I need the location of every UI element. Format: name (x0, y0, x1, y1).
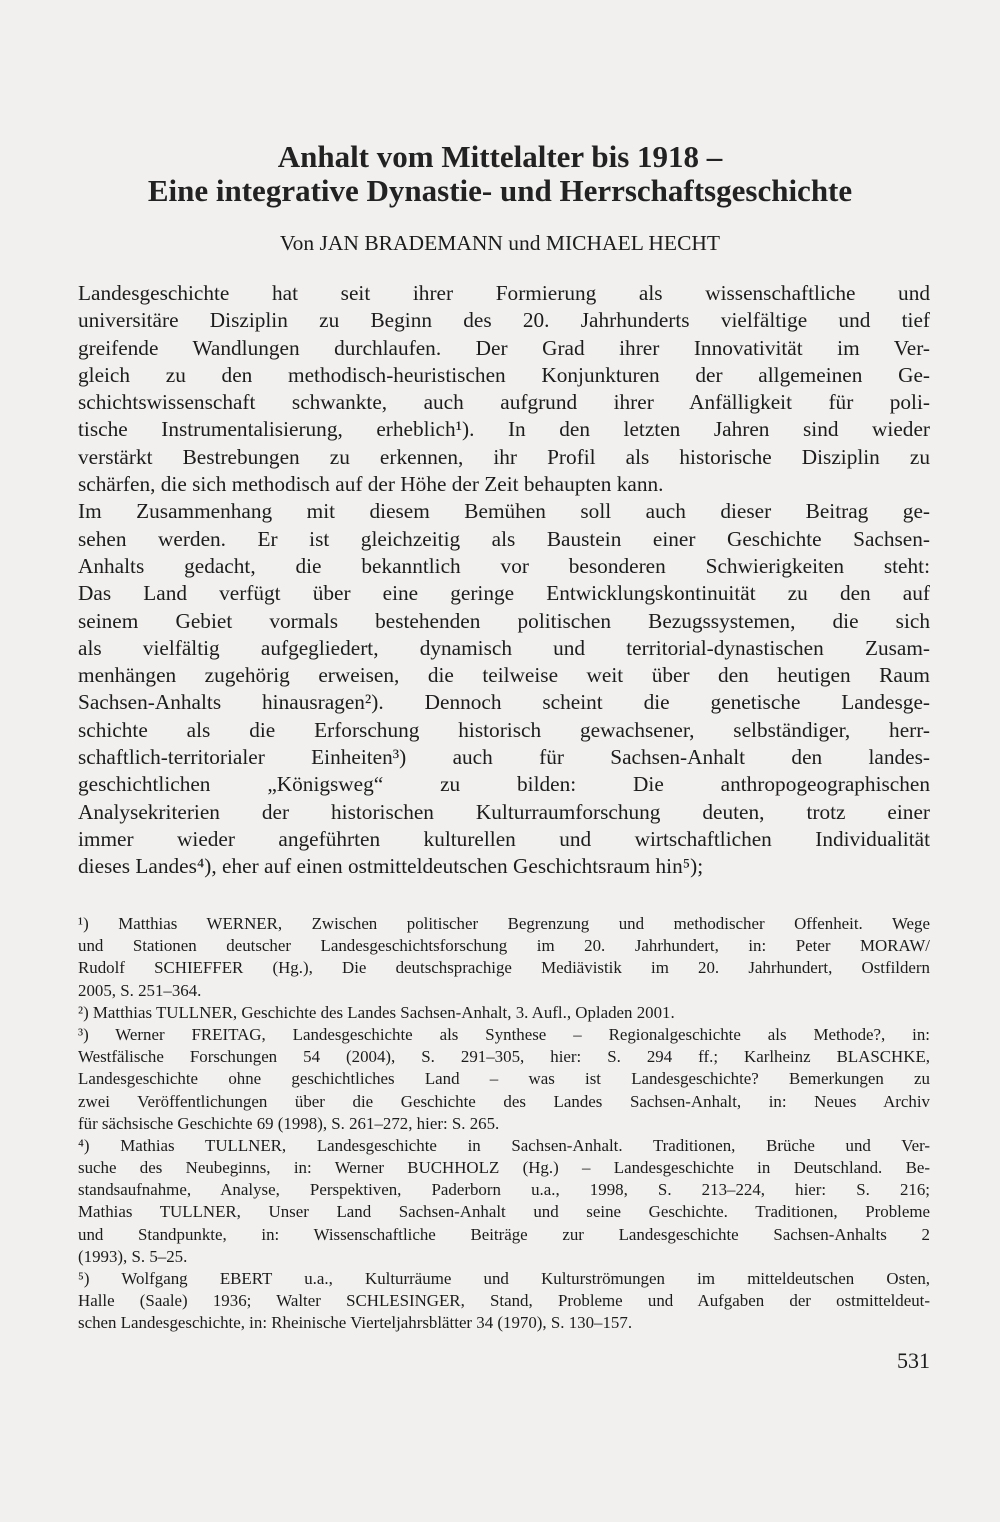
footnote-line: 2005, S. 251–364. (78, 980, 202, 1000)
body-line: immer wieder angeführten kulturellen und wirtschaftlichen Individualität (78, 826, 930, 851)
footnote-line: ²) Matthias TULLNER, Geschichte des Landes Sachsen-Anhalt, 3. Aufl., Opladen 2001. (78, 1002, 675, 1022)
footnote-line: und Standpunkte, in: Wissenschaftliche Beiträge zur Landesgeschichte Sachsen-Anhalts 2 (78, 1224, 930, 1244)
body-line: geschichtlichen „Königsweg“ zu bilden: Die anthropogeographischen (78, 772, 930, 797)
body-line: schärfen, die sich methodisch auf der Höhe der Zeit behaupten kann. (78, 472, 664, 497)
footnote-line: suche des Neubeginns, in: Werner BUCHHOLZ (Hg.) – Landesgeschichte in Deutschland. Be- (78, 1158, 930, 1178)
footnote-line: Landesgeschichte ohne geschichtliches Land – was ist Landesgeschichte? Bemerkungen zu (78, 1069, 930, 1089)
footnote (78, 1135, 930, 1268)
body-line: dieses Landes⁴), eher auf einen ostmitteldeutschen Geschichtsraum hin⁵); (78, 854, 704, 879)
footnote-line: für sächsische Geschichte 69 (1998), S. 261–272, hier: S. 265. (78, 1113, 500, 1133)
footnote (78, 1002, 930, 1024)
footnotes (78, 913, 930, 1335)
body-line: Landesgeschichte hat seit ihrer Formierung als wissenschaftliche und (78, 281, 930, 305)
footnote-line: zwei Veröffentlichungen über die Geschichte des Landes Sachsen-Anhalt, in: Neues Archiv (78, 1091, 930, 1111)
body-line: tische Instrumentalisierung, erheblich¹). In den letzten Jahren sind wieder (78, 417, 930, 442)
body-line: als vielfältig aufgegliedert, dynamisch und territorial-dynastischen Zusam- (78, 635, 930, 660)
footnote-line: Halle (Saale) 1936; Walter SCHLESINGER, Stand, Probleme und Aufgaben der ostmitteldeut- (78, 1291, 930, 1311)
body-line: gleich zu den methodisch-heuristischen Konjunkturen der allgemeinen Ge- (78, 362, 930, 387)
body-line: menhängen zugehörig erweisen, die teilweise weit über den heutigen Raum (78, 663, 930, 688)
body-line: universitäre Disziplin zu Beginn des 20. Jahrhunderts vielfältige und tief (78, 308, 930, 333)
footnote-line: (1993), S. 5–25. (78, 1246, 188, 1266)
author-byline: Von JAN BRADEMANN und MICHAEL HECHT (279, 231, 721, 255)
body-line: Sachsen-Anhalts hinausragen²). Dennoch scheint die genetische Landesge- (78, 690, 930, 715)
body-text (78, 280, 930, 881)
footnote-line: Rudolf SCHIEFFER (Hg.), Die deutschsprachige Mediävistik im 20. Jahrhundert, Ostfildern (78, 958, 930, 978)
footnote-line: Mathias TULLNER, Unser Land Sachsen-Anhalt und seine Geschichte. Traditionen, Probleme (78, 1202, 930, 1222)
body-line: Im Zusammenhang mit diesem Bemühen soll auch dieser Beitrag ge- (78, 499, 930, 524)
body-line: verstärkt Bestrebungen zu erkennen, ihr Profil als historische Disziplin zu (78, 444, 930, 469)
body-line: schaftlich-territorialer Einheiten³) auch für Sachsen-Anhalt den landes- (78, 745, 930, 770)
footnote-line: standsaufnahme, Analyse, Perspektiven, Paderborn u.a., 1998, S. 213–224, hier: S. 216; (78, 1180, 930, 1200)
footnote-line: und Stationen deutscher Landesgeschichtsforschung im 20. Jahrhundert, in: Peter MORAW/ (78, 936, 930, 956)
footnote-line: schen Landesgeschichte, in: Rheinische Vierteljahrsblätter 34 (1970), S. 130–157. (78, 1313, 633, 1333)
page-number: 531 (897, 1348, 930, 1373)
body-line: Anhalts gedacht, die bekanntlich vor besonderen Schwierigkeiten steht: (78, 553, 930, 578)
body-line: Das Land verfügt über eine geringe Entwicklungskontinuität zu den auf (78, 581, 930, 606)
footnote (78, 1268, 930, 1335)
body-line: seinem Gebiet vormals bestehenden politischen Bezugssystemen, die sich (78, 608, 930, 633)
title-line-1: Anhalt vom Mittelalter bis 1918 – (277, 139, 723, 174)
body-line: sehen werden. Er ist gleichzeitig als Baustein einer Geschichte Sachsen- (78, 526, 930, 551)
footnote (78, 913, 930, 1002)
footnote (78, 1024, 930, 1135)
body-line: schichtswissenschaft schwankte, auch aufgrund ihrer Anfälligkeit für poli- (78, 390, 930, 415)
footnote-line: ⁴) Mathias TULLNER, Landesgeschichte in Sachsen-Anhalt. Traditionen, Brüche und Ver- (78, 1135, 930, 1155)
footnote-line: ⁵) Wolfgang EBERT u.a., Kulturräume und Kulturströmungen im mitteldeutschen Osten, (78, 1269, 930, 1288)
footnote-line: ¹) Matthias WERNER, Zwischen politischer Begrenzung und methodischer Offenheit. Wege (78, 914, 930, 933)
footnote-line: ³) Werner FREITAG, Landesgeschichte als Synthese – Regionalgeschichte als Methode?, in: (78, 1024, 930, 1044)
body-line: greifende Wandlungen durchlaufen. Der Grad ihrer Innovativität im Ver- (78, 335, 930, 360)
footnote-line: Westfälische Forschungen 54 (2004), S. 291–305, hier: S. 294 ff.; Karlheinz BLASCHKE, (78, 1047, 930, 1067)
body-line: schichte als die Erforschung historisch gewachsener, selbständiger, herr- (78, 717, 930, 742)
article-title (60, 140, 940, 208)
title-line-2: Eine integrative Dynastie- und Herrschaftsgeschichte (147, 173, 853, 208)
body-line: Analysekriterien der historischen Kulturraumforschung deuten, trotz einer (78, 799, 930, 824)
